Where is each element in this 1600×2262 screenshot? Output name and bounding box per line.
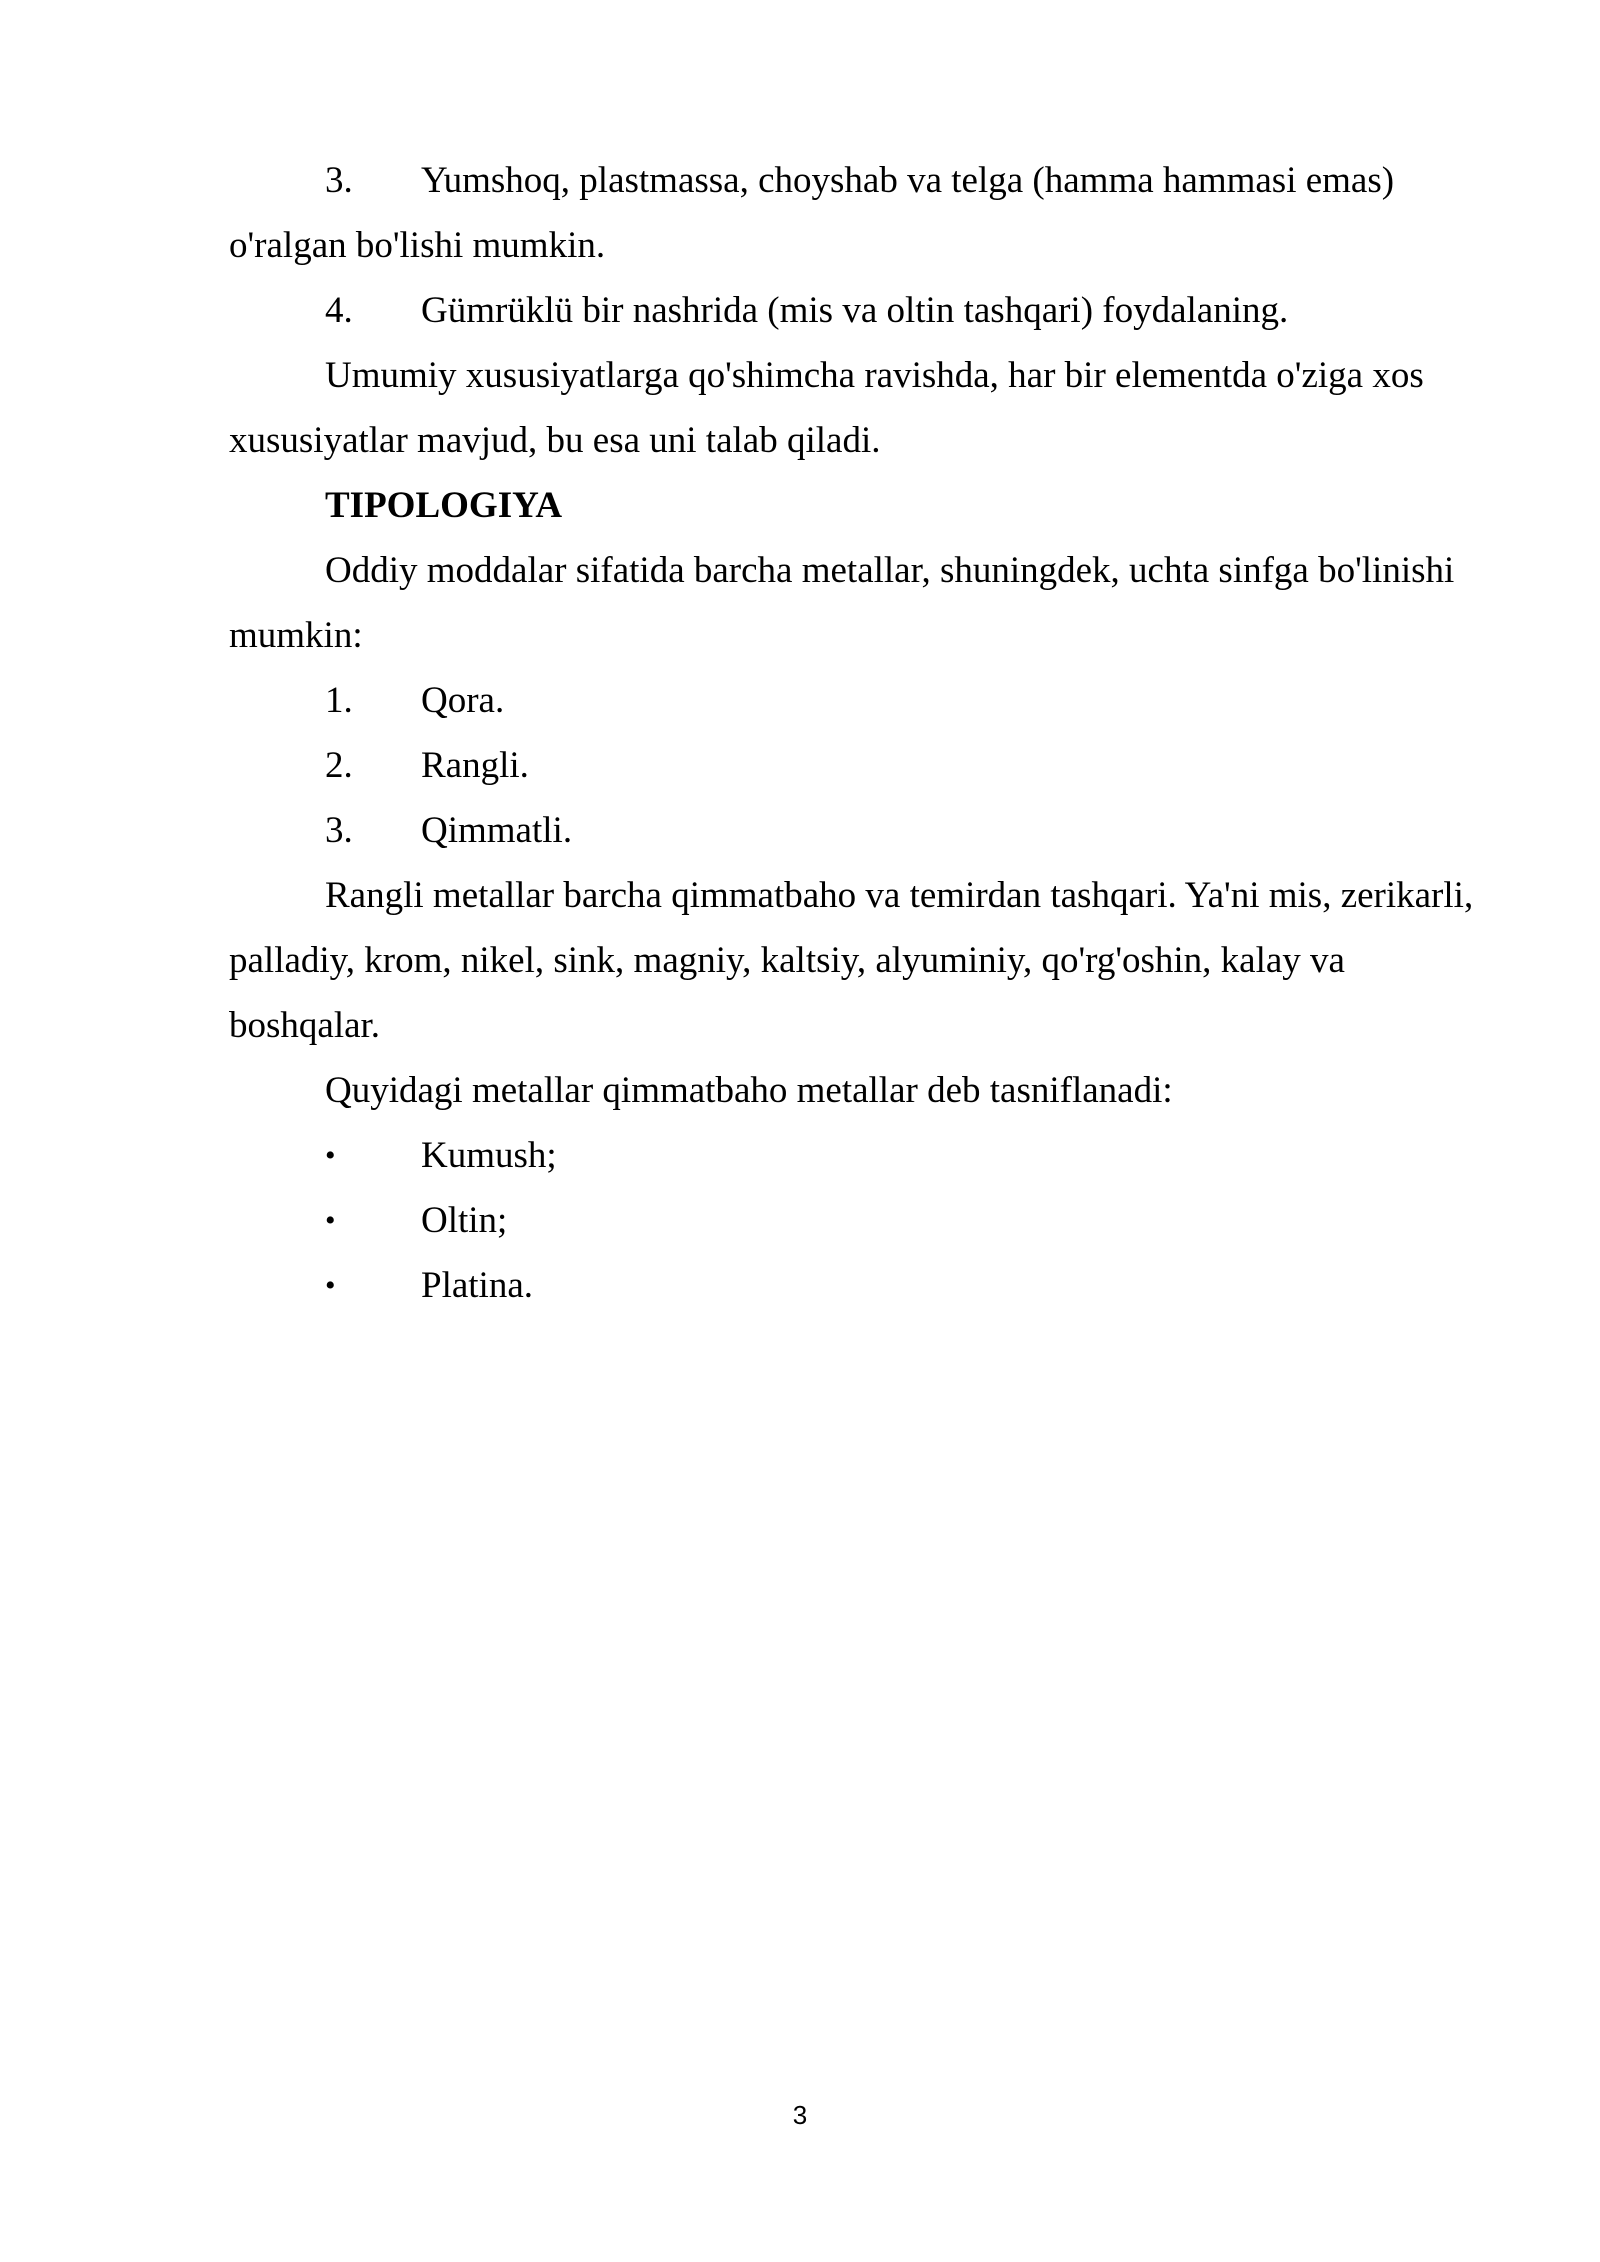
document-body xyxy=(229,148,1489,1318)
list-item-text: Qimmatli. xyxy=(421,810,573,851)
bullet-icon: • xyxy=(325,1204,336,1237)
list-item xyxy=(229,148,1489,278)
page-number: 3 xyxy=(792,2100,808,2130)
list-item xyxy=(229,278,1489,343)
bullet-list-item xyxy=(229,1123,1489,1188)
list-item-text: Kumush; xyxy=(421,1135,557,1176)
list-item-text: Yumshoq, plastmassa, choyshab va telga (hamma hammasi emas) o'ralgan bo'lishi mumkin. xyxy=(229,160,1395,266)
bullet-icon: • xyxy=(325,1139,336,1172)
list-item xyxy=(229,668,1489,733)
list-number: 3. xyxy=(325,810,353,851)
section-heading: TIPOLOGIYA xyxy=(325,485,563,526)
bullet-list-item xyxy=(229,1253,1489,1318)
bullet-list-item xyxy=(229,1188,1489,1253)
list-item-text: Qora. xyxy=(421,680,505,721)
list-item-text: Gümrüklü bir nashrida (mis va oltin tashqari) foydalaning. xyxy=(421,290,1289,331)
list-number: 2. xyxy=(325,745,353,786)
list-number: 4. xyxy=(325,290,353,331)
list-number: 1. xyxy=(325,680,353,721)
list-number: 3. xyxy=(325,160,353,201)
paragraph-precious-intro: Quyidagi metallar qimmatbaho metallar deb tasniflanadi: xyxy=(325,1070,1173,1111)
list-item-text: Platina. xyxy=(421,1265,534,1306)
list-item xyxy=(229,733,1489,798)
bullet-icon: • xyxy=(325,1269,336,1302)
list-item xyxy=(229,798,1489,863)
paragraph-general-properties: Umumiy xususiyatlarga qo'shimcha ravishda, har bir elementda o'ziga xos xususiyatlar mavjud, bu esa uni talab qiladi. xyxy=(229,355,1424,461)
list-item-text: Oltin; xyxy=(421,1200,508,1241)
paragraph-classes-intro: Oddiy moddalar sifatida barcha metallar, shuningdek, uchta sinfga bo'linishi mumkin: xyxy=(229,550,1455,656)
list-item-text: Rangli. xyxy=(421,745,529,786)
paragraph-non-ferrous: Rangli metallar barcha qimmatbaho va temirdan tashqari. Ya'ni mis, zerikarli, palladiy, krom, nikel, sink, magniy, kaltsiy, alyuminiy, qo'rg'oshin, kalay va boshqalar. xyxy=(229,875,1474,1046)
